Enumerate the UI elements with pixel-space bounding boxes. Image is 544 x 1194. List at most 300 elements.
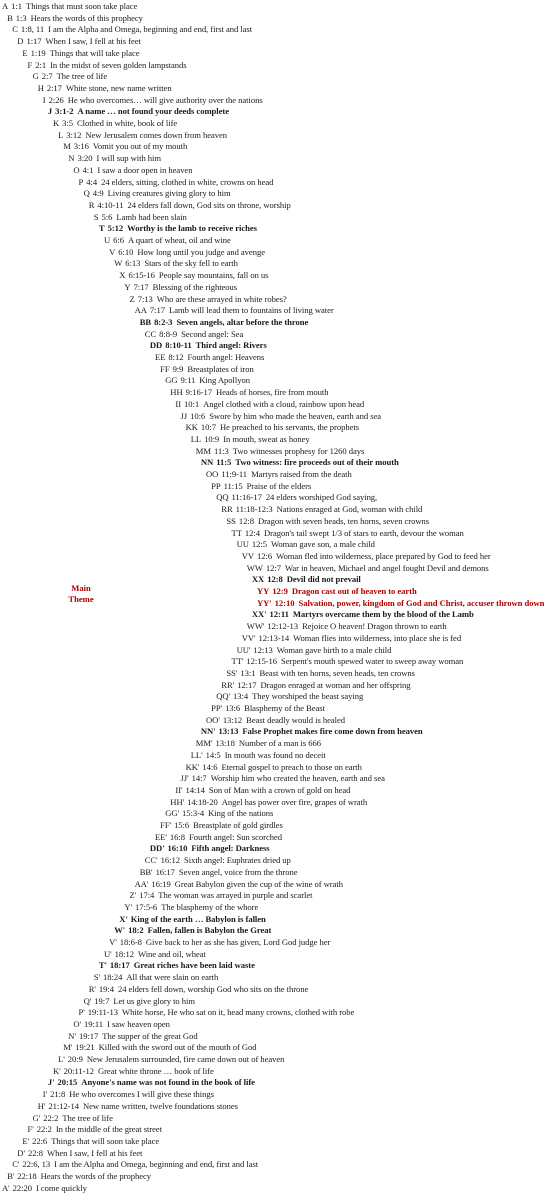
line-reference: 11:15 <box>223 480 243 491</box>
line-text: Fourth angel: Heavens <box>187 352 265 362</box>
outline-line <box>73 165 192 176</box>
line-label: J <box>47 106 53 117</box>
line-text: I am the Alpha and Omega, beginning and end, first and last <box>54 1159 259 1170</box>
line-label: L' <box>58 1054 65 1064</box>
outline-line <box>17 1148 142 1159</box>
outline-line <box>109 937 330 948</box>
outline-line <box>99 960 255 971</box>
outline-line <box>104 235 231 246</box>
line-reference: 2:17 <box>46 82 62 93</box>
outline-line <box>196 446 364 457</box>
line-text: Woman gave birth to a male child <box>276 644 392 655</box>
line-reference: 22:6 <box>32 1135 48 1146</box>
line-reference: 12:8 <box>238 515 254 526</box>
line-reference: 4:4 <box>86 176 98 187</box>
outline-line <box>94 972 218 983</box>
line-label: UU <box>236 539 249 550</box>
outline-line <box>140 317 309 328</box>
line-label: S <box>93 211 99 222</box>
line-label: U' <box>104 948 112 959</box>
line-label: A' <box>2 1182 10 1193</box>
line-text: Wine and oil, wheat <box>137 948 206 959</box>
outline-line <box>186 762 362 773</box>
line-reference: 13:13 <box>218 726 239 737</box>
line-text: When I saw, I fell at his feet <box>47 1147 143 1158</box>
line-reference: 14:5 <box>205 749 221 760</box>
line-text: Martyrs raised from the death <box>251 469 352 479</box>
line-label: Z <box>129 293 135 304</box>
line-label: PP <box>211 480 221 491</box>
line-label: I' <box>42 1089 48 1100</box>
line-reference: 10:1 <box>184 398 200 409</box>
line-text: Sixth angel: Euphrates dried up <box>184 855 291 866</box>
outline-line <box>104 949 206 960</box>
line-reference: 16:8 <box>169 831 185 842</box>
line-reference: 22:6, 13 <box>22 1159 51 1170</box>
line-label: G <box>32 71 39 82</box>
line-reference: 11:9-11 <box>221 469 248 479</box>
line-reference: 4:1 <box>82 164 94 175</box>
line-reference: 12:8 <box>267 574 283 585</box>
line-text: Great Babylon given the cup of the wine of wrath <box>174 878 343 889</box>
line-text: New Jerusalem comes down from heaven <box>85 129 228 140</box>
line-label: N' <box>68 1030 76 1041</box>
line-label: T' <box>98 960 107 971</box>
line-text: He who overcomes… will give authority over the nations <box>67 94 263 105</box>
outline-line <box>53 1066 214 1077</box>
line-label: MM' <box>195 738 213 749</box>
outline-line <box>181 411 382 422</box>
outline-line <box>165 808 273 819</box>
line-reference: 4:10-11 <box>97 199 124 210</box>
line-reference: 12:9 <box>272 586 288 596</box>
outline-line <box>140 867 298 878</box>
outline-line <box>257 598 544 609</box>
line-text: Lamb will lead them to fountains of living water <box>169 305 334 316</box>
line-text: Angel clothed with a cloud, rainbow upon head <box>203 398 365 409</box>
line-text: They worshiped the beast saying <box>252 691 364 702</box>
line-reference: 16:19 <box>151 878 171 889</box>
line-text: Dragon's tail swept 1/3 of stars to earth, devour the woman <box>264 527 464 538</box>
line-text: Eternal gospel to preach to those on earth <box>221 761 362 772</box>
line-text: The supper of the great God <box>102 1030 198 1041</box>
outline-line <box>68 153 161 164</box>
outline-line <box>252 609 474 620</box>
outline-line <box>53 118 177 129</box>
line-text: Things that must soon take place <box>26 1 138 11</box>
line-reference: 8:10-11 <box>165 340 192 351</box>
line-label: II <box>175 398 182 409</box>
line-reference: 9:16-17 <box>185 387 212 398</box>
outline-line <box>191 434 310 445</box>
line-label: EE' <box>155 831 167 842</box>
line-label: Q <box>83 188 90 199</box>
line-text: The woman was arrayed in purple and scarlet <box>158 890 313 901</box>
line-text: Dragon enraged at woman and her offspring <box>260 679 411 690</box>
outline-line <box>130 890 313 901</box>
outline-line <box>114 925 271 936</box>
line-text: Heads of horses, fire from mouth <box>216 387 329 398</box>
line-label: K <box>53 118 60 128</box>
outline-line <box>221 504 422 515</box>
line-label: YY' <box>257 597 272 608</box>
line-reference: 18:12 <box>114 948 134 959</box>
line-text: I will sup with him <box>96 153 162 164</box>
line-text: Dragon with seven heads, ten horns, seven crowns <box>257 515 430 526</box>
line-label: GG' <box>165 808 179 819</box>
line-label: FF <box>160 363 170 374</box>
line-text: Rejoice O heaven! Dragon thrown to earth <box>302 621 447 632</box>
line-reference: 20:9 <box>67 1054 83 1064</box>
line-label: JJ' <box>180 773 189 784</box>
line-label: LL <box>190 433 202 444</box>
line-label: BB' <box>139 866 153 877</box>
outline-line <box>216 492 377 503</box>
line-label: HH' <box>170 796 185 807</box>
line-label: H <box>37 82 44 93</box>
line-reference: 18:2 <box>128 925 144 936</box>
line-reference: 18:24 <box>103 972 123 983</box>
outline-line <box>257 586 417 597</box>
line-label: L <box>58 129 64 140</box>
line-reference: 12:17 <box>237 679 257 690</box>
outline-line <box>48 106 229 117</box>
line-label: KK <box>185 422 198 433</box>
line-reference: 1:3 <box>15 12 27 23</box>
outline-line <box>2 1 137 12</box>
line-reference: 7:17 <box>149 305 165 316</box>
outline-line <box>242 633 461 644</box>
line-reference: 2:1 <box>35 59 47 70</box>
outline-line <box>33 1113 113 1124</box>
line-label: I <box>42 94 46 105</box>
outline-line <box>232 656 464 667</box>
line-reference: 12:10 <box>274 597 295 608</box>
line-text: Give back to her as she has given, Lord God judge her <box>145 937 331 947</box>
line-label: Y <box>124 281 131 292</box>
outline-line <box>38 1101 238 1112</box>
line-text: Seven angel, voice from the throne <box>178 866 298 877</box>
line-label: O' <box>73 1018 82 1029</box>
outline-line <box>170 387 328 398</box>
line-text: I saw heaven open <box>107 1018 170 1029</box>
line-reference: 10:7 <box>200 422 216 433</box>
outline-line <box>170 797 367 808</box>
line-text: All that were slain on earth <box>126 972 219 983</box>
line-reference: 20:15 <box>57 1077 78 1088</box>
line-reference: 22:2 <box>43 1112 59 1123</box>
outline-line <box>28 60 187 71</box>
line-reference: 6:6 <box>113 235 124 245</box>
outline-line <box>237 539 375 550</box>
line-text: Son of Man with a crown of gold on head <box>208 784 351 795</box>
outline-line <box>119 914 265 925</box>
line-text: Great riches have been laid waste <box>133 960 255 971</box>
outline-line <box>175 399 364 410</box>
line-text: Lamb had been slain <box>116 211 187 222</box>
line-reference: 22:8 <box>27 1147 44 1158</box>
line-reference: 12:13 <box>253 644 273 655</box>
outline-line <box>196 738 321 749</box>
outline-line <box>181 773 385 784</box>
outline-line <box>221 680 410 691</box>
line-reference: 6:13 <box>125 258 141 269</box>
line-label: LL' <box>190 749 203 760</box>
line-label: OO' <box>206 714 220 725</box>
line-label: M' <box>63 1042 73 1053</box>
main-theme-label-line2: Theme <box>68 594 94 604</box>
line-label: DD <box>149 340 163 351</box>
line-reference: 9:9 <box>172 363 184 374</box>
line-label: XX' <box>251 609 267 620</box>
line-label: Z' <box>129 890 137 901</box>
line-reference: 22:18 <box>17 1171 37 1181</box>
main-theme-label-line1: Main <box>71 583 91 593</box>
line-text: The blasphemy of the whore <box>161 901 259 912</box>
line-reference: 13:6 <box>225 703 241 713</box>
line-text: Let us give glory to him <box>113 995 195 1006</box>
line-text: In mouth was found no deceit <box>224 749 326 760</box>
line-text: New Jerusalem surrounded, fire came down out of heaven <box>86 1054 285 1064</box>
line-label: D' <box>17 1147 25 1158</box>
outline-line <box>247 563 489 574</box>
outline-line <box>201 726 423 737</box>
line-label: Y' <box>124 901 133 912</box>
outline-line <box>226 516 429 527</box>
outline-line <box>73 1019 170 1030</box>
line-text: Nations enraged at God, woman with child <box>276 504 423 515</box>
line-label: G' <box>32 1112 41 1123</box>
outline-line <box>2 1183 87 1194</box>
line-reference: 1:8, 11 <box>20 24 45 35</box>
outline-line <box>48 1077 255 1088</box>
outline-line <box>7 13 143 24</box>
line-reference: 12:15-16 <box>246 656 278 667</box>
line-text: Swore by him who made the heaven, earth and sea <box>209 410 382 421</box>
line-reference: 13:4 <box>233 691 249 702</box>
outline-line <box>211 481 311 492</box>
outline-line <box>201 457 399 468</box>
line-label: JJ <box>180 410 188 421</box>
line-label: E' <box>22 1135 30 1146</box>
outline-line <box>216 691 363 702</box>
line-reference: 14:18-20 <box>187 796 218 807</box>
line-label: KK' <box>185 761 200 772</box>
line-text: King Apollyon <box>199 375 250 386</box>
line-label: U <box>104 235 111 245</box>
line-reference: 12:6 <box>257 550 273 561</box>
outline-line <box>12 24 252 35</box>
line-reference: 18:6-8 <box>119 937 142 947</box>
outline-line <box>145 329 243 340</box>
line-label: NN' <box>200 726 216 737</box>
line-label: DD' <box>149 843 165 854</box>
line-text: A name … not found your deeds complete <box>77 106 229 117</box>
line-text: I am the Alpha and Omega, beginning and end, first and last <box>48 24 253 35</box>
line-label: R <box>88 199 95 210</box>
line-reference: 8:12 <box>168 352 184 362</box>
outline-line <box>247 621 447 632</box>
line-label: V <box>109 246 116 257</box>
line-label: A <box>2 1 9 11</box>
line-text: In the midst of seven golden lampstands <box>50 59 187 70</box>
line-text: Two witnesses prophesy for 1260 days <box>232 445 365 456</box>
outline-line <box>94 212 187 223</box>
line-reference: 12:12-13 <box>267 621 299 632</box>
line-reference: 5:6 <box>101 211 113 222</box>
line-reference: 16:12 <box>160 855 180 866</box>
line-reference: 10:6 <box>190 410 206 421</box>
outline-line <box>58 130 227 141</box>
outline-line <box>237 645 392 656</box>
line-label: J' <box>47 1077 55 1088</box>
line-label: QQ <box>216 492 229 503</box>
outline-line <box>124 282 237 293</box>
outline-line <box>89 984 309 995</box>
line-reference: 7:13 <box>137 293 153 304</box>
line-reference: 3:12 <box>66 129 82 140</box>
line-label: BB <box>139 316 152 327</box>
line-text: Martyrs overcame them by the blood of the Lamb <box>292 609 474 620</box>
line-label: TT' <box>231 656 244 667</box>
line-text: Angel has power over fire, grapes of wrath <box>221 796 368 807</box>
line-text: Living creatures giving glory to him <box>107 188 231 199</box>
outline-line <box>211 703 325 714</box>
line-text: Third angel: Rivers <box>195 340 267 351</box>
line-text: 24 elders, sitting, clothed in white, crowns on head <box>101 176 274 187</box>
outline-line <box>43 1089 214 1100</box>
line-text: Clothed in white, book of life <box>77 118 178 128</box>
line-text: Anyone's name was not found in the book of life <box>81 1077 255 1088</box>
line-text: 24 elders worshiped God saying, <box>265 492 378 503</box>
line-text: A quart of wheat, oil and wine <box>128 235 231 245</box>
line-text: Dragon cast out of heaven to earth <box>291 586 417 596</box>
line-label: WW <box>246 562 263 573</box>
line-text: 24 elders fall down, God sits on throne, worship <box>127 199 291 210</box>
line-label: GG <box>165 375 178 386</box>
line-reference: 19:11-13 <box>87 1007 119 1018</box>
line-text: White horse, He who sat on it, head many crowns, clothed with robe <box>122 1007 355 1018</box>
outline-line <box>33 71 108 82</box>
line-text: War in heaven, Michael and angel fought Devil and demons <box>285 562 489 573</box>
line-text: Second angel: Sea <box>181 328 244 339</box>
line-label: VV <box>241 550 254 561</box>
line-label: X' <box>119 913 128 924</box>
line-text: Who are these arrayed in white robes? <box>156 293 287 304</box>
outline-line <box>165 375 250 386</box>
line-reference: 11:16-17 <box>231 492 262 503</box>
line-reference: 2:7 <box>41 71 53 82</box>
outline-line <box>84 188 231 199</box>
line-reference: 16:17 <box>155 866 175 877</box>
line-reference: 7:17 <box>133 281 149 292</box>
line-text: Woman fled into wilderness, place prepared by God to feed her <box>276 550 491 561</box>
line-label: HH <box>170 387 183 398</box>
line-reference: 2:26 <box>48 94 64 105</box>
line-label: MM <box>195 445 211 456</box>
line-label: NN <box>200 457 214 468</box>
outline-line <box>160 364 254 375</box>
line-label: B' <box>7 1171 15 1181</box>
line-label: XX <box>251 574 265 585</box>
outline-line <box>38 83 172 94</box>
line-text: I come quickly <box>35 1182 87 1193</box>
line-text: Worship him who created the heaven, earth and sea <box>210 773 385 784</box>
outline-line <box>175 785 350 796</box>
line-label: W' <box>114 925 126 936</box>
line-text: Beast deadly would is healed <box>246 714 345 725</box>
line-label: RR' <box>221 679 235 690</box>
line-label: P' <box>78 1007 85 1018</box>
line-label: E <box>22 47 28 58</box>
line-text: Number of a man is 666 <box>238 738 322 749</box>
line-reference: 16:10 <box>167 843 188 854</box>
line-text: Hears the words of the prophecy <box>40 1171 151 1181</box>
outline-line <box>206 469 352 480</box>
line-reference: 13:12 <box>222 714 243 725</box>
outline-line <box>68 1031 197 1042</box>
line-reference: 6:15-16 <box>128 270 155 281</box>
line-label: AA' <box>134 878 149 889</box>
line-label: W <box>114 258 123 269</box>
line-reference: 11:18-12:3 <box>235 504 273 515</box>
line-text: False Prophet makes fire come down from heaven <box>242 726 423 737</box>
outline-line <box>232 528 464 539</box>
line-reference: 19:21 <box>75 1042 95 1053</box>
line-label: V' <box>109 937 117 947</box>
line-reference: 11:3 <box>213 445 229 456</box>
line-reference: 13:18 <box>215 738 235 749</box>
outline-line <box>28 1124 163 1135</box>
line-label: SS' <box>226 667 238 678</box>
outline-line <box>150 843 270 854</box>
line-label: RR <box>221 504 233 515</box>
line-text: Salvation, power, kingdom of God and Christ, accuser thrown down <box>298 597 544 608</box>
line-text: Things that will take place <box>49 47 140 58</box>
line-reference: 22:2 <box>36 1124 52 1135</box>
line-text: Killed with the sword out of the mouth of God <box>98 1042 257 1053</box>
line-label: C' <box>12 1159 20 1170</box>
line-text: In mouth, sweat as honey <box>223 433 310 444</box>
line-text: Hears the words of this prophecy <box>30 12 143 23</box>
line-text: Blessing of the righteous <box>152 281 238 292</box>
line-text: Two witness: fire proceeds out of their mouth <box>235 457 399 468</box>
line-reference: 3:1-2 <box>55 106 74 117</box>
line-text: Vomit you out of my mouth <box>92 141 188 152</box>
line-label: O <box>73 164 80 175</box>
line-reference: 12:4 <box>244 527 260 538</box>
line-reference: 19:7 <box>94 995 110 1006</box>
line-reference: 19:4 <box>98 983 114 994</box>
line-text: King of the earth … Babylon is fallen <box>130 913 266 924</box>
outline-line <box>84 996 195 1007</box>
outline-line <box>135 879 343 890</box>
outline-line <box>226 668 415 679</box>
line-label: C <box>12 24 18 35</box>
line-text: Beast with ten horns, seven heads, ten crowns <box>259 667 415 678</box>
line-reference: 1:19 <box>30 47 46 58</box>
line-label: WW' <box>246 621 265 632</box>
line-label: TT <box>231 527 242 538</box>
line-text: Great white throne … book of life <box>97 1065 214 1076</box>
outline-line <box>79 177 274 188</box>
line-label: B <box>7 12 13 23</box>
line-text: Praise of the elders <box>246 480 312 491</box>
line-reference: 1:17 <box>26 36 42 47</box>
line-reference: 1:1 <box>11 1 22 11</box>
line-text: In the middle of the great street <box>55 1124 163 1135</box>
line-text: Fourth angel: Sun scorched <box>189 831 282 842</box>
